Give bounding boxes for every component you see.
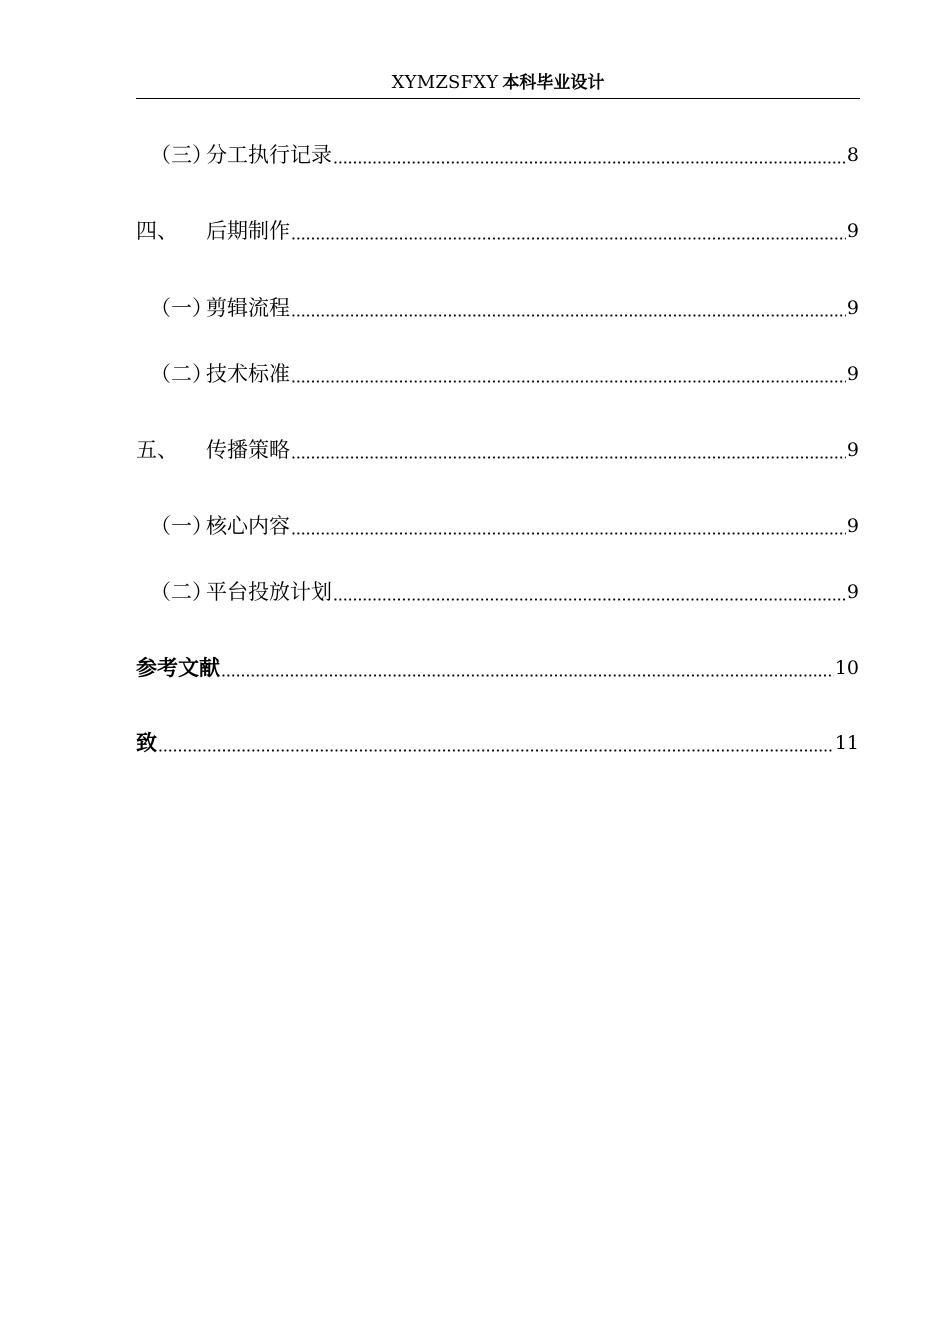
dot-leader (333, 140, 846, 170)
toc-entry-page: 9 (846, 297, 859, 319)
header-text (392, 66, 605, 100)
toc-entry-number: 四、 (136, 219, 178, 243)
header-code: XYMZSFXY (391, 72, 499, 93)
toc-entry-title: 致 (136, 731, 157, 755)
toc-entry-page: 9 (846, 363, 859, 385)
toc-entry[interactable] (136, 435, 859, 465)
toc-entry[interactable] (136, 511, 859, 541)
toc-entry-number: （一） (150, 514, 213, 538)
toc-entry-title: 平台投放计划 (206, 580, 332, 604)
toc-entry-page: 10 (834, 657, 859, 679)
dot-leader (291, 216, 846, 246)
dot-leader (291, 511, 846, 541)
toc-entry-page: 9 (846, 515, 859, 537)
toc-entry-page: 8 (846, 144, 859, 166)
toc-entry[interactable] (136, 728, 859, 758)
toc-entry[interactable] (136, 140, 859, 170)
toc-entry-number: （二） (150, 580, 213, 604)
toc-entry-title: 参考文献 (136, 656, 220, 680)
toc-entry[interactable] (136, 653, 859, 683)
toc-entry[interactable] (136, 359, 859, 389)
toc-entry-number: 五、 (136, 438, 178, 462)
toc-entry-title: 技术标准 (206, 362, 290, 386)
toc-entry-title: 后期制作 (206, 219, 290, 243)
toc-entry-page: 9 (846, 439, 859, 461)
toc-entry-number: （一） (150, 296, 213, 320)
dot-leader (291, 435, 846, 465)
toc-entry[interactable] (136, 577, 859, 607)
toc-entry-page: 9 (846, 220, 859, 242)
dot-leader (291, 359, 846, 389)
dot-leader (158, 728, 834, 758)
toc-entry-title: 传播策略 (206, 438, 290, 462)
toc-entry-title: 剪辑流程 (206, 296, 290, 320)
toc-entry-page: 9 (846, 581, 859, 603)
toc-entry[interactable] (136, 216, 859, 246)
toc-entry[interactable] (136, 293, 859, 323)
toc-entry-page: 11 (834, 732, 859, 754)
page-header (136, 66, 860, 99)
dot-leader (291, 293, 846, 323)
dot-leader (221, 653, 834, 683)
toc-entry-number: （二） (150, 362, 213, 386)
dot-leader (333, 577, 846, 607)
toc-entry-number: （三） (150, 143, 213, 167)
header-title: 本科毕业设计 (502, 73, 605, 93)
toc-entry-title: 分工执行记录 (206, 143, 332, 167)
toc-entry-title: 核心内容 (206, 514, 290, 538)
